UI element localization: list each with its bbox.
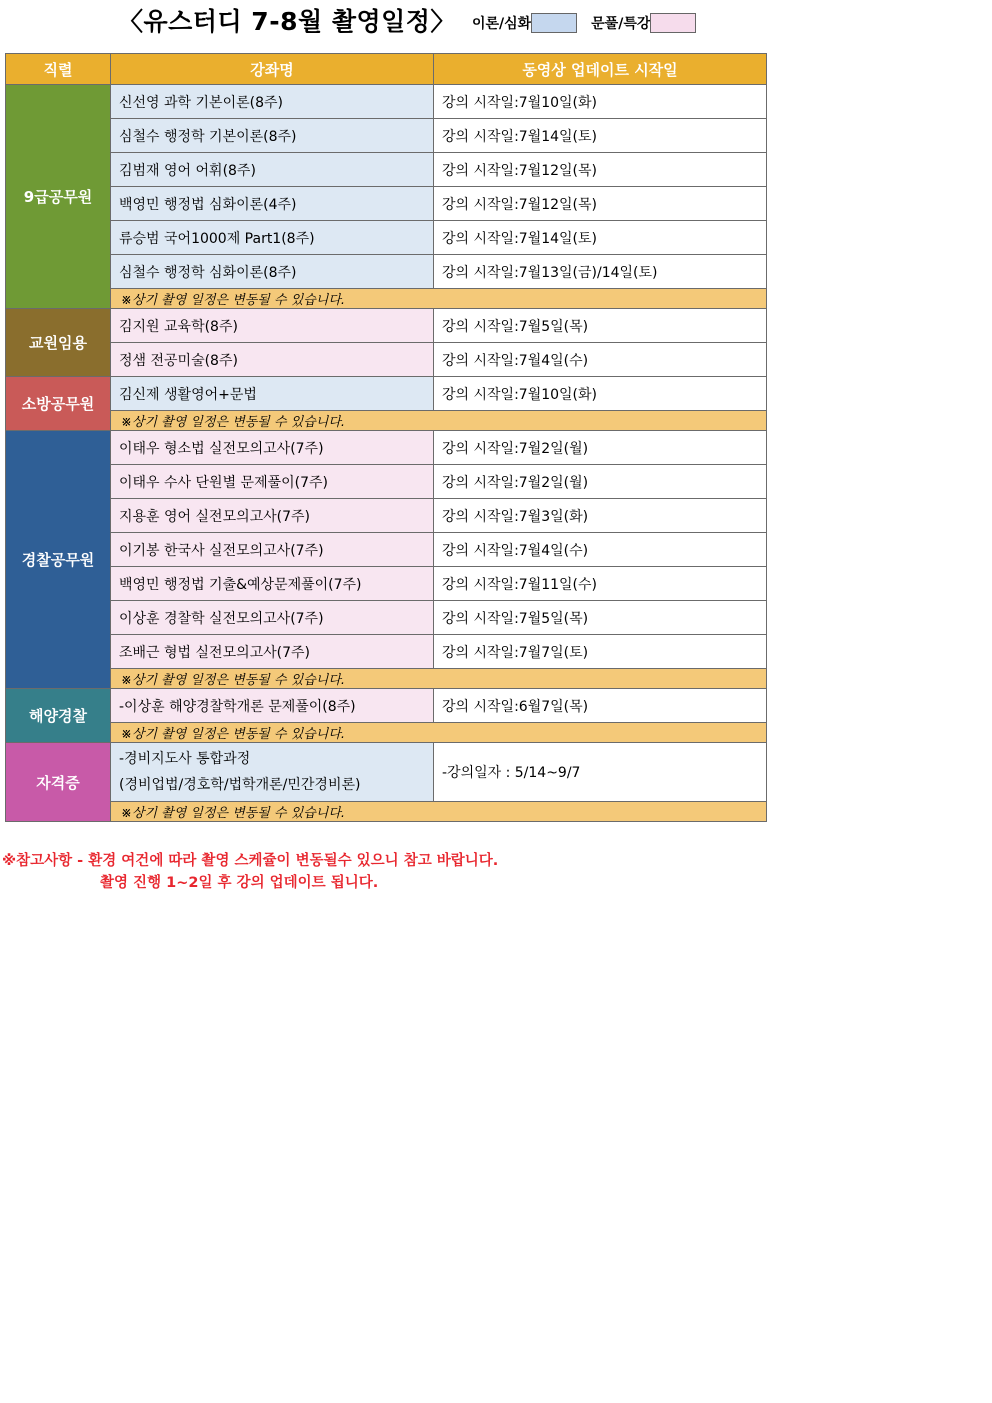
table-row [6,343,767,377]
date-cell: 강의 시작일:7월12일(목) [434,153,767,187]
reference-line: ※참고사항 - 환경 여건에 따라 촬영 스케쥴이 변동될수 있으니 참고 바랍니다. [2,853,499,869]
lecture-cell: 백영민 행정법 심화이론(4주) [111,187,434,221]
schedule-table [5,53,767,822]
date-cell: 강의 시작일:7월2일(월) [434,431,767,465]
date-cell: 강의 시작일:7월14일(토) [434,119,767,153]
note-row [6,723,767,743]
legend-label-theory: 이론/심화 [471,16,532,32]
table-row [6,119,767,153]
legend-label-problem: 문풀/특강 [591,16,651,32]
table-row [6,743,767,802]
date-cell: 강의 시작일:7월2일(월) [434,465,767,499]
table-row [6,431,767,465]
lecture-cell: 심철수 행정학 심화이론(8주) [111,255,434,289]
table-row [6,533,767,567]
category-cell: 해양경찰 [6,689,111,743]
reference-note [2,850,498,894]
lecture-cell: 백영민 행정법 기출&예상문제풀이(7주) [111,567,434,601]
lecture-cell: 심철수 행정학 기본이론(8주) [111,119,434,153]
lecture-cell: 지용훈 영어 실전모의고사(7주) [111,499,434,533]
date-cell: 강의 시작일:7월14일(토) [434,221,767,255]
date-cell: 강의 시작일:7월4일(수) [434,533,767,567]
date-cell: 강의 시작일:7월13일(금)/14일(토) [434,255,767,289]
lecture-cell: 류승범 국어1000제 Part1(8주) [111,221,434,255]
lecture-cell: 조배근 형법 실전모의고사(7주) [111,635,434,669]
category-cell: 자격증 [6,743,111,822]
date-cell: 강의 시작일:7월10일(화) [434,377,767,411]
table-row [6,689,767,723]
table-row [6,221,767,255]
date-cell: 강의 시작일:7월10일(화) [434,85,767,119]
date-cell: 강의 시작일:7월5일(목) [434,601,767,635]
lecture-line: (경비업법/경호학/법학개론/민간경비론) [119,777,361,793]
lecture-cell: 이기봉 한국사 실전모의고사(7주) [111,533,434,567]
reference-line: 촬영 진행 1~2일 후 강의 업데이트 됩니다. [100,875,379,891]
date-cell: 강의 시작일:7월11일(수) [434,567,767,601]
table-row [6,309,767,343]
title-row [118,2,696,38]
note-row [6,802,767,822]
lecture-cell: 신선영 과학 기본이론(8주) [111,85,434,119]
category-cell: 경찰공무원 [6,431,111,689]
table-row [6,567,767,601]
lecture-cell: 김지원 교육학(8주) [111,309,434,343]
table-row [6,377,767,411]
note-row [6,411,767,431]
note-row [6,669,767,689]
note-text: ※상기 촬영 일정은 변동될 수 있습니다. [111,289,767,309]
note-text: ※상기 촬영 일정은 변동될 수 있습니다. [111,669,767,689]
date-cell: -강의일자 : 5/14~9/7 [434,743,767,802]
date-cell: 강의 시작일:7월7일(토) [434,635,767,669]
legend-swatch-theory [531,13,577,33]
lecture-cell: 김신제 생활영어+문법 [111,377,434,411]
lecture-cell: 김범재 영어 어휘(8주) [111,153,434,187]
table-row [6,187,767,221]
table-row [6,255,767,289]
lecture-cell: 정샘 전공미술(8주) [111,343,434,377]
header-row [6,54,767,85]
date-cell: 강의 시작일:6월7일(목) [434,689,767,723]
note-row [6,289,767,309]
lecture-cell: -이상훈 해양경찰학개론 문제풀이(8주) [111,689,434,723]
date-cell: 강의 시작일:7월4일(수) [434,343,767,377]
table-row [6,601,767,635]
category-cell: 9급공무원 [6,85,111,309]
category-cell: 교원임용 [6,309,111,377]
legend-swatch-problem [650,13,696,33]
note-text: ※상기 촬영 일정은 변동될 수 있습니다. [111,411,767,431]
table-row [6,85,767,119]
table-row [6,465,767,499]
date-cell: 강의 시작일:7월12일(목) [434,187,767,221]
table-row [6,635,767,669]
page-title: 〈유스터디 7-8월 촬영일정〉 [118,7,456,36]
header-date: 동영상 업데이트 시작일 [434,54,767,85]
table-row [6,499,767,533]
category-cell: 소방공무원 [6,377,111,431]
legend [472,13,696,33]
note-text: ※상기 촬영 일정은 변동될 수 있습니다. [111,802,767,822]
lecture-cell [111,743,434,802]
lecture-line: -경비지도사 통합과정 [119,751,251,767]
note-text: ※상기 촬영 일정은 변동될 수 있습니다. [111,723,767,743]
date-cell: 강의 시작일:7월3일(화) [434,499,767,533]
date-cell: 강의 시작일:7월5일(목) [434,309,767,343]
header-category: 직렬 [6,54,111,85]
header-lecture: 강좌명 [111,54,434,85]
lecture-cell: 이상훈 경찰학 실전모의고사(7주) [111,601,434,635]
lecture-cell: 이태우 형소법 실전모의고사(7주) [111,431,434,465]
lecture-cell: 이태우 수사 단원별 문제풀이(7주) [111,465,434,499]
table-row [6,153,767,187]
